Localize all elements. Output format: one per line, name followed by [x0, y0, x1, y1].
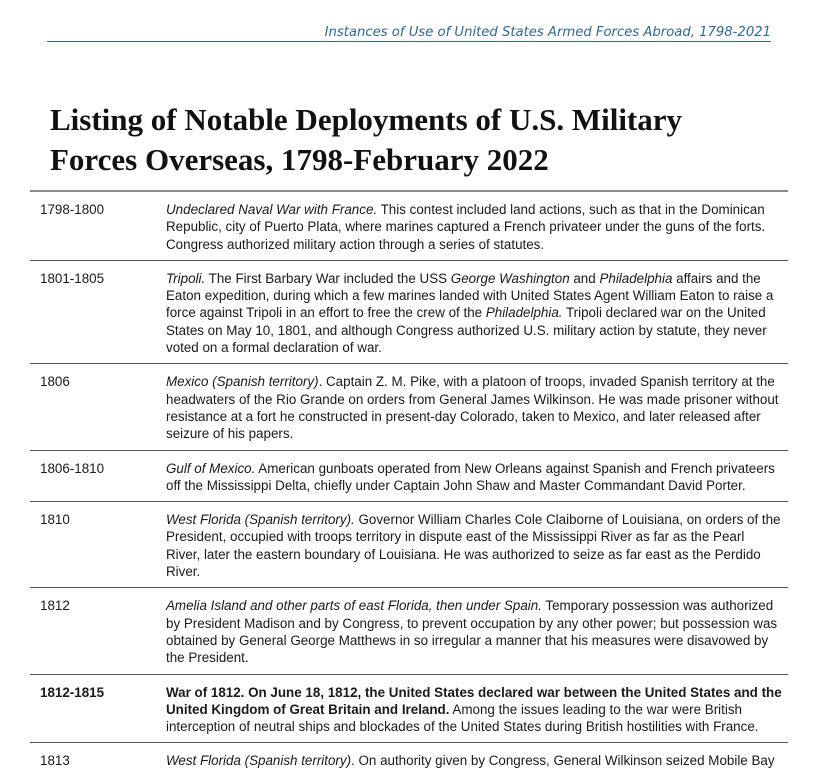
- entry-date: 1813: [40, 753, 70, 769]
- deployments-table: [30, 190, 788, 777]
- entry-text: and: [569, 270, 600, 286]
- entry-description: [166, 511, 788, 580]
- entry-location: Tripoli.: [166, 270, 206, 286]
- entry-date: 1798-1800: [40, 202, 105, 217]
- entry-date: 1806: [40, 374, 70, 390]
- entry-location: Mexico (Spanish territory): [166, 374, 319, 390]
- table-row: [30, 451, 788, 503]
- entry-text: Governor William Charles Cole Claiborne of Louisiana, on orders of the President, occupied with troops territory in dispute east of the Mississippi River as far as the Pearl River, later the eastern boundary of Louisiana. He was authorized to seize as far east as the Perdido River.: [166, 512, 781, 580]
- entry-location: Gulf of Mexico.: [166, 460, 256, 476]
- table-row: [30, 192, 788, 261]
- entry-text: This contest included land actions, such as that in the Dominican Republic, city of Puerto Plata, where marines captured a French privateer under the guns of the forts. Congress authorized military action through a series of statutes.: [166, 202, 766, 252]
- ship-name: Philadelphia.: [485, 305, 563, 321]
- entry-description: [166, 460, 788, 495]
- entry-date: 1812: [40, 598, 70, 614]
- entry-text: . Captain Z. M. Pike, with a platoon of troops, invaded Spanish territory at the headwaters of the Rio Grande on orders from General James Wilkinson. He was made prisoner without resistance at a fort he constructed in present-day Colorado, taken to Mexico, and later released after seizure of his papers.: [166, 374, 779, 442]
- entry-description: [166, 684, 788, 736]
- entry-date: 1801-1805: [40, 270, 105, 286]
- entry-location: West Florida (Spanish territory).: [166, 512, 355, 528]
- table-row: [30, 502, 788, 588]
- running-header-text: Instances of Use of United States Armed Forces Abroad, 1798-2021: [324, 25, 771, 40]
- entry-text: affairs and the Eaton expedition, during which a few marines landed with United States Agent William Eaton to raise a force against Tripoli in an effort to free the crew of the: [166, 270, 774, 321]
- entry-text: . On authority given by Congress, General Wilkinson seized Mobile Bay: [351, 753, 775, 769]
- entry-description: [166, 752, 788, 769]
- entry-text: Temporary possession was authorized by President Madison and by Congress, to prevent occupation by any other power; but possession was obtained by General George Matthews in so irregular a manner that his measures were disavowed by the President.: [166, 598, 778, 666]
- ship-name: George Washington: [450, 270, 570, 286]
- table-row: [30, 261, 788, 364]
- war-declaration: War of 1812. On June 18, 1812, the United States declared war between the United States and the United Kingdom of Great Britain and Ireland.: [166, 684, 782, 717]
- entry-date: 1806-1810: [40, 460, 105, 476]
- entry-description: [166, 201, 788, 253]
- entry-description: [166, 597, 788, 666]
- title-line-1: Listing of Notable Deployments of U.S. Military: [50, 102, 683, 137]
- entry-location: Undeclared Naval War with France.: [166, 202, 378, 217]
- running-header: [47, 25, 771, 42]
- entry-date: 1812-1815: [40, 684, 105, 700]
- entry-description: [166, 373, 788, 442]
- entry-text: The First Barbary War included the USS: [205, 270, 451, 286]
- entry-text: American gunboats operated from New Orleans against Spanish and French privateers off the Mississippi Delta, chiefly under Captain John Shaw and Master Commandant David Porter.: [166, 460, 775, 493]
- table-row: [30, 675, 788, 744]
- entry-text: Among the issues leading to the war were British interception of neutral ships and blockades of the United States during British hostilities with France.: [166, 701, 759, 735]
- entry-text: Tripoli declared war on the United States on May 10, 1801, and although Congress authorized U.S. military action by statute, they never voted on a formal declaration of war.: [166, 305, 767, 356]
- entry-location: Amelia Island and other parts of east Florida, then under Spain.: [166, 598, 542, 614]
- table-row: [30, 588, 788, 674]
- page-title: [50, 100, 790, 180]
- table-row: [30, 743, 788, 776]
- entry-date: 1810: [40, 512, 70, 528]
- entry-description: [166, 270, 788, 356]
- ship-name: Philadelphia: [599, 270, 673, 286]
- title-line-2: Forces Overseas, 1798-February 2022: [50, 142, 549, 177]
- table-row: [30, 364, 788, 450]
- entry-location: West Florida (Spanish territory): [166, 753, 352, 769]
